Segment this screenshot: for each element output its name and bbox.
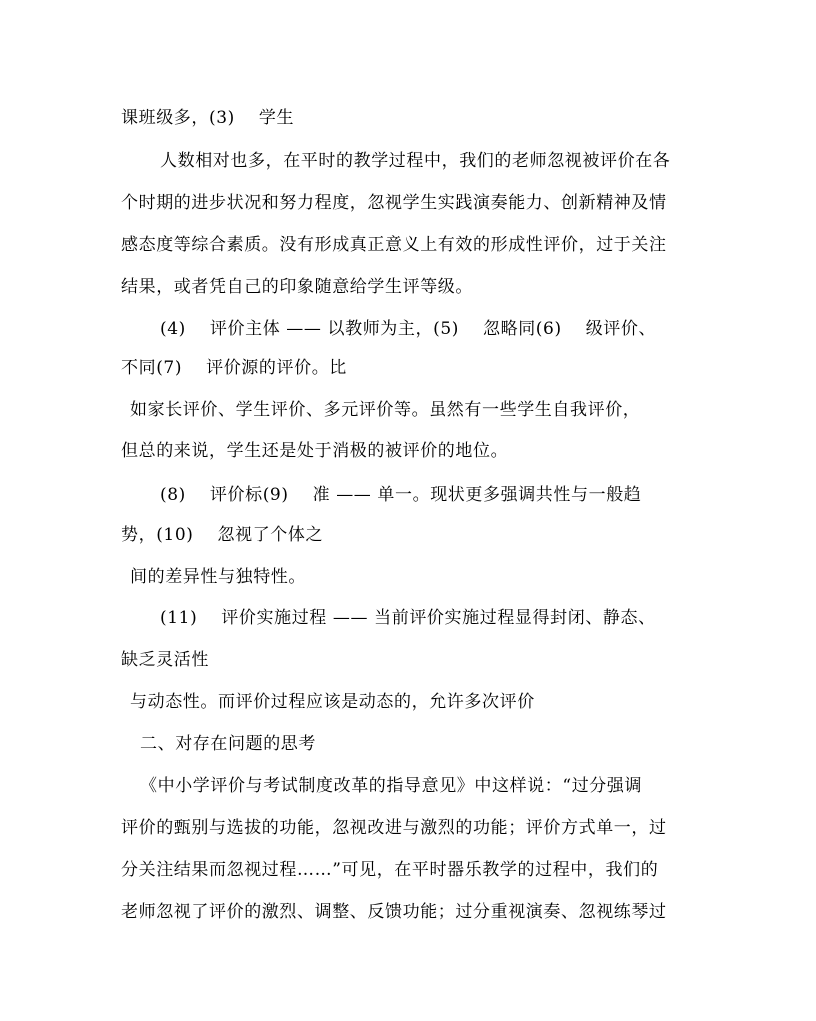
- section-heading: 二、对存在问题的思考: [140, 734, 316, 754]
- text-line: (8) 评价标(9) 准 —— 单一。现状更多强调共性与一般趋: [160, 485, 642, 505]
- text-line: 人数相对也多，在平时的教学过程中，我们的老师忽视被评价在各: [160, 151, 671, 171]
- text-line: 《中小学评价与考试制度改革的指导意见》中这样说：“过分强调: [140, 776, 643, 796]
- text-line: 个时期的进步状况和努力程度，忽视学生实践演奏能力、创新精神及情: [121, 193, 667, 213]
- text-line: 评价的甄别与选拔的功能，忽视改进与激烈的功能；评价方式单一，过: [121, 818, 667, 838]
- text-line: 分关注结果而忽视过程……”可见，在平时器乐教学的过程中，我们的: [121, 860, 659, 880]
- text-line: 老师忽视了评价的激烈、调整、反馈功能；过分重视演奏、忽视练琴过: [121, 902, 667, 922]
- text-line: 感态度等综合素质。没有形成真正意义上有效的形成性评价，过于关注: [121, 235, 667, 255]
- text-line: 与动态性。而评价过程应该是动态的，允许多次评价: [130, 692, 535, 712]
- text-line: (11) 评价实施过程 —— 当前评价实施过程显得封闭、静态、: [160, 608, 656, 628]
- text-line: 结果，或者凭自己的印象随意给学生评等级。: [121, 277, 473, 297]
- text-line: 间的差异性与独特性。: [130, 567, 306, 587]
- text-line: 课班级多，(3) 学生: [121, 108, 295, 128]
- text-line: (4) 评价主体 —— 以教师为主，(5) 忽略同(6) 级评价、: [160, 319, 657, 339]
- text-line: 缺乏灵活性: [121, 650, 209, 670]
- text-line: 不同(7) 评价源的评价。比: [121, 358, 347, 378]
- text-line: 但总的来说，学生还是处于消极的被评价的地位。: [121, 441, 509, 461]
- text-line: 如家长评价、学生评价、多元评价等。虽然有一些学生自我评价，: [130, 400, 641, 420]
- text-line: 势，(10) 忽视了个体之: [121, 525, 324, 545]
